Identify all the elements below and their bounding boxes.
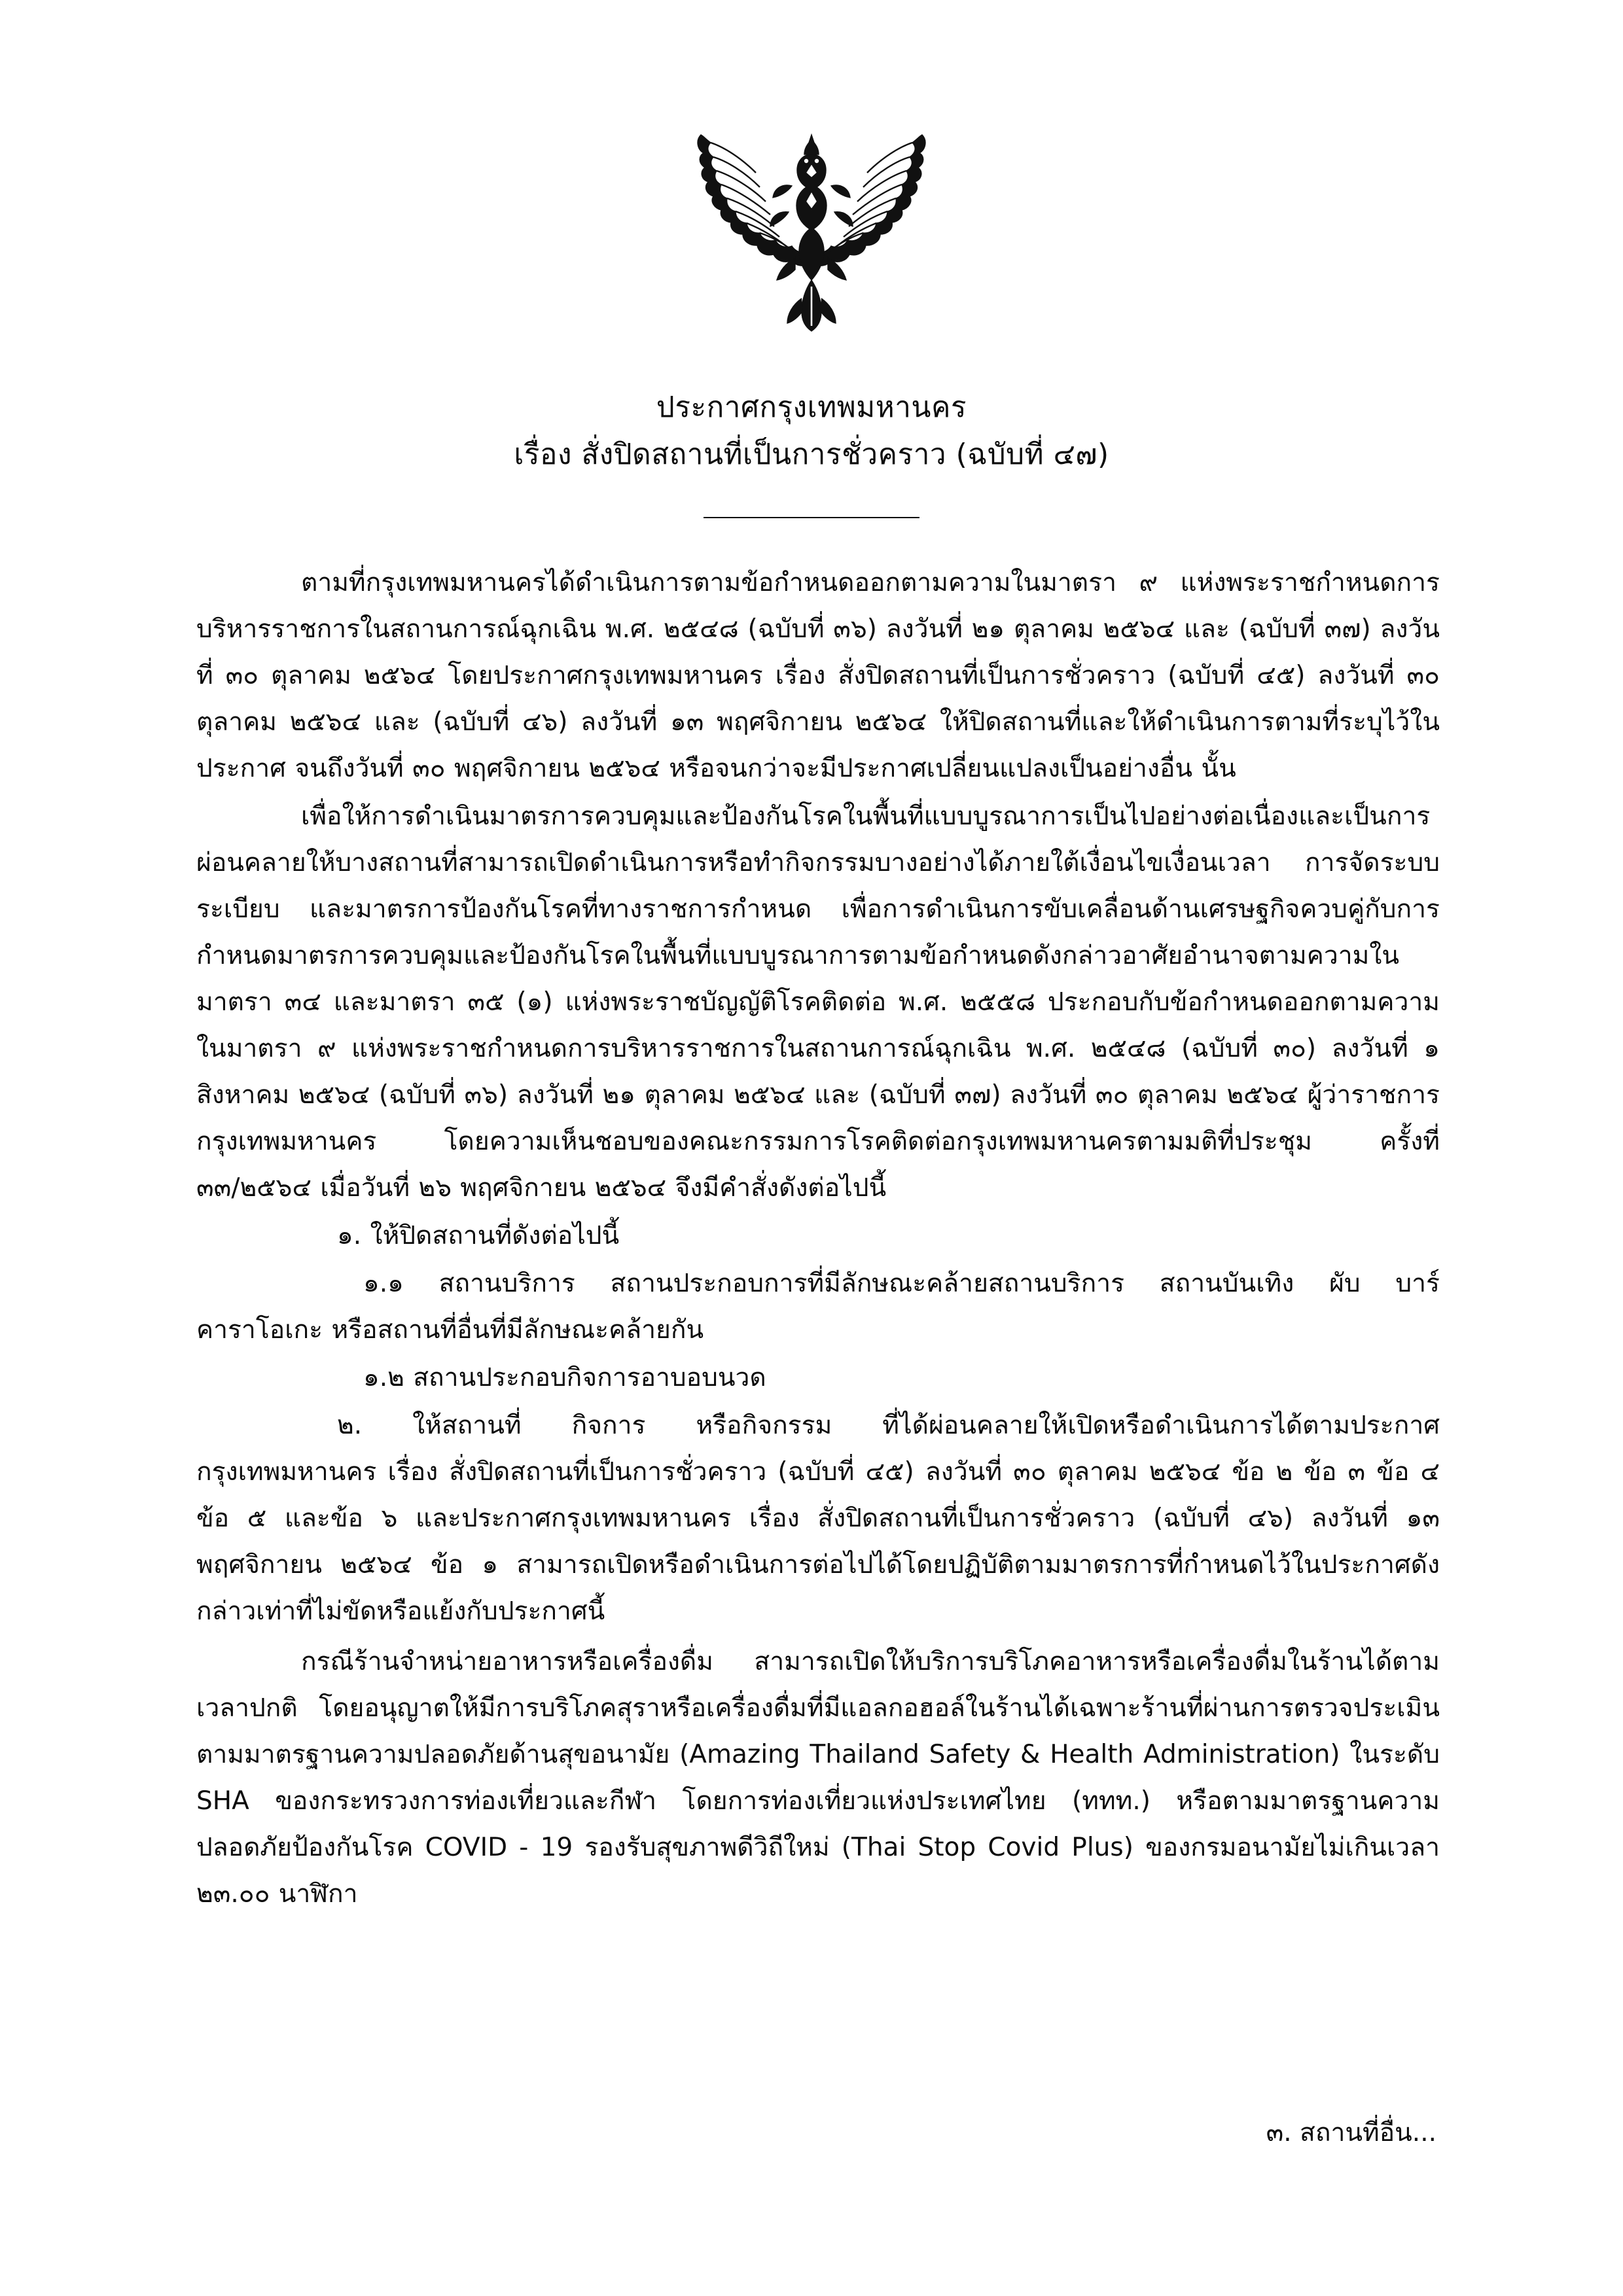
document-body (196, 559, 1440, 1918)
document-subject: เรื่อง สั่งปิดสถานที่เป็นการชั่วคราว (ฉบับที่ ๔๗) (514, 438, 1109, 471)
heading-divider (704, 517, 919, 518)
paragraph-authority: เพื่อให้การดำเนินมาตรการควบคุมและป้องกันโรคในพื้นที่แบบบูรณาการเป็นไปอย่างต่อเนื่องและเป็นการผ่อนคลายให้บางสถานที่สามารถเปิดดำเนินการหรือทำกิจกรรมบางอย่างได้ภายใต้เงื่อนไขเงื่อนเวลา การจัดระบบ ระเบียบ และมาตรการป้องกันโรคที่ทางราชการกำหนด เพื่อการดำเนินการขับเคลื่อนด้านเศรษฐกิจควบคู่กับการกำหนดมาตรการควบคุมและป้องกันโรคในพื้นที่แบบบูรณาการตามข้อกำหนดดังกล่าวอาศัยอำนาจตามความในมาตรา ๓๔ และมาตรา ๓๕ (๑) แห่งพระราชบัญญัติโรคติดต่อ พ.ศ. ๒๕๕๘ ประกอบกับข้อกำหนดออกตามความในมาตรา ๙ แห่งพระราชกำหนดการบริหารราชการในสถานการณ์ฉุกเฉิน พ.ศ. ๒๕๔๘ (ฉบับที่ ๓๐) ลงวันที่ ๑ สิงหาคม ๒๕๖๔ (ฉบับที่ ๓๖) ลงวันที่ ๒๑ ตุลาคม ๒๕๖๔ และ (ฉบับที่ ๓๗) ลงวันที่ ๓๐ ตุลาคม ๒๕๖๔ ผู้ว่าราชการกรุงเทพมหานคร โดยความเห็นชอบของคณะกรรมการโรคติดต่อกรุงเทพมหานครตามมติที่ประชุม ครั้งที่ ๓๓/๒๕๖๔ เมื่อวันที่ ๒๖ พฤศจิกายน ๒๕๖๔ จึงมีคำสั่งดังต่อไปนี้ (196, 802, 1440, 1203)
issuing-organization: ประกาศกรุงเทพมหานคร (656, 391, 967, 424)
order-item-1-2: ๑.๒ สถานประกอบกิจการอาบอบนวด (363, 1363, 766, 1392)
document-heading (0, 387, 1623, 475)
emblem-container (0, 118, 1623, 340)
order-item-1: ๑. ให้ปิดสถานที่ดังต่อไปนี้ (337, 1221, 620, 1250)
order-item-1-1: ๑.๑ สถานบริการ สถานประกอบการที่มีลักษณะคล้ายสถานบริการ สถานบันเทิง ผับ บาร์ คาราโอเกะ หรือสถานที่อื่นที่มีลักษณะคล้ายกัน (196, 1269, 1440, 1345)
page-continuation-note: ๓. สถานที่อื่น... (1266, 2118, 1436, 2147)
order-item-2: ๒. ให้สถานที่ กิจการ หรือกิจกรรม ที่ได้ผ่อนคลายให้เปิดหรือดำเนินการได้ตามประกาศกรุงเทพมหานคร เรื่อง สั่งปิดสถานที่เป็นการชั่วคราว (ฉบับที่ ๔๕) ลงวันที่ ๓๐ ตุลาคม ๒๕๖๔ ข้อ ๒ ข้อ ๓ ข้อ ๔ ข้อ ๕ และข้อ ๖ และประกาศกรุงเทพมหานคร เรื่อง สั่งปิดสถานที่เป็นการชั่วคราว (ฉบับที่ ๔๖) ลงวันที่ ๑๓ พฤศจิกายน ๒๕๖๔ ข้อ ๑ สามารถเปิดหรือดำเนินการต่อไปได้โดยปฏิบัติตามมาตรการที่กำหนดไว้ในประกาศดังกล่าวเท่าที่ไม่ขัดหรือแย้งกับประกาศนี้ (196, 1411, 1440, 1626)
heading-divider-container (0, 517, 1623, 518)
paragraph-preamble: ตามที่กรุงเทพมหานครได้ดำเนินการตามข้อกำหนดออกตามความในมาตรา ๙ แห่งพระราชกำหนดการบริหารราชการในสถานการณ์ฉุกเฉิน พ.ศ. ๒๕๔๘ (ฉบับที่ ๓๖) ลงวันที่ ๒๑ ตุลาคม ๒๕๖๔ และ (ฉบับที่ ๓๗) ลงวันที่ ๓๐ ตุลาคม ๒๕๖๔ โดยประกาศกรุงเทพมหานคร เรื่อง สั่งปิดสถานที่เป็นการชั่วคราว (ฉบับที่ ๔๕) ลงวันที่ ๓๐ ตุลาคม ๒๕๖๔ และ (ฉบับที่ ๔๖) ลงวันที่ ๑๓ พฤศจิกายน ๒๕๖๔ ให้ปิดสถานที่และให้ดำเนินการตามที่ระบุไว้ในประกาศ จนถึงวันที่ ๓๐ พฤศจิกายน ๒๕๖๔ หรือจนกว่าจะมีประกาศเปลี่ยนแปลงเป็นอย่างอื่น นั้น (196, 568, 1440, 783)
garuda-emblem (690, 118, 933, 340)
paragraph-restaurants: กรณีร้านจำหน่ายอาหารหรือเครื่องดื่ม สามารถเปิดให้บริการบริโภคอาหารหรือเครื่องดื่มในร้านได้ตามเวลาปกติ โดยอนุญาตให้มีการบริโภคสุราหรือเครื่องดื่มที่มีแอลกอฮอล์ในร้านได้เฉพาะร้านที่ผ่านการตรวจประเมินตามมาตรฐานความปลอดภัยด้านสุขอนามัย (Amazing Thailand Safety & Health Administration) ในระดับ SHA ของกระทรวงการท่องเที่ยวและกีฬา โดยการท่องเที่ยวแห่งประเทศไทย (ททท.) หรือตามมาตรฐานความปลอดภัยป้องกันโรค COVID - 19 รองรับสุขภาพดีวิถีใหม่ (Thai Stop Covid Plus) ของกรมอนามัยไม่เกินเวลา ๒๓.๐๐ นาฬิกา (196, 1647, 1440, 1909)
